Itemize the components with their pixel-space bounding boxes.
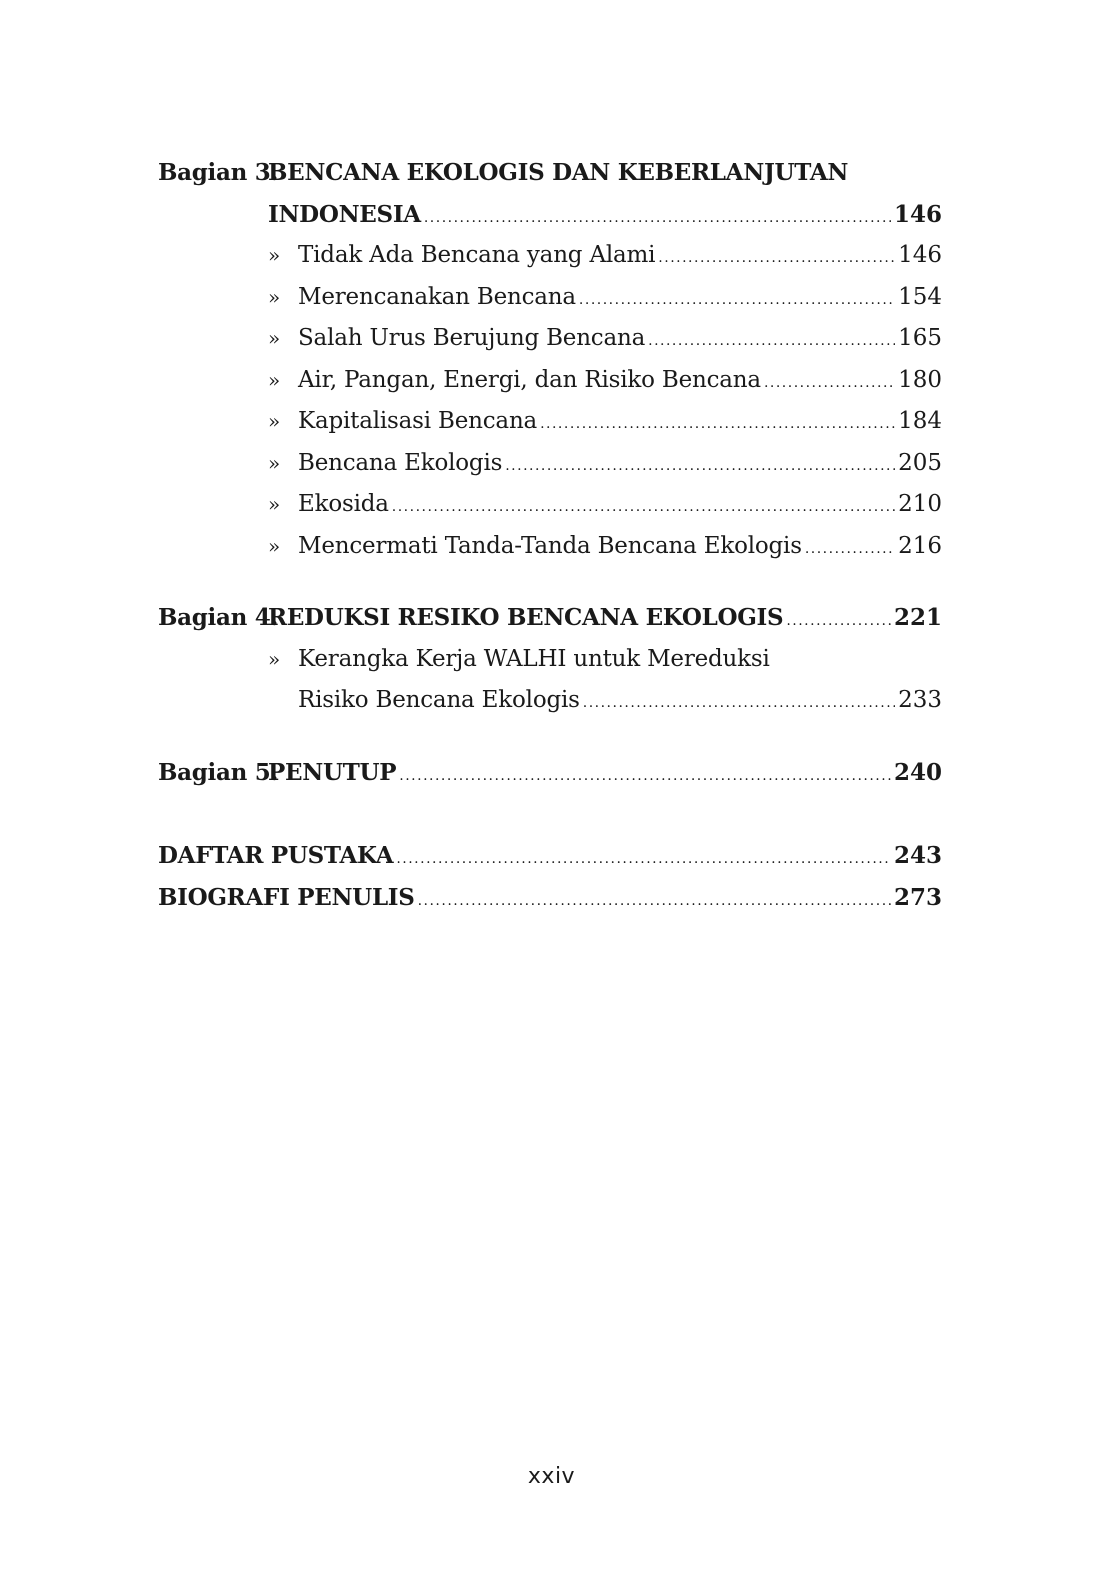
bullet-icon: » <box>268 284 281 309</box>
dot-leader <box>579 280 895 322</box>
toc-entry[interactable] <box>158 318 942 360</box>
bullet-icon: » <box>268 409 281 433</box>
toc-entry-page: 205 <box>898 449 942 476</box>
toc-part5-page: 240 <box>893 758 942 786</box>
bullet-icon: » <box>268 367 281 392</box>
toc-entry[interactable] <box>158 639 942 681</box>
section-spacer <box>158 722 942 752</box>
dot-leader <box>805 529 895 571</box>
toc-entry-label: Kapitalisasi Bencana <box>298 408 538 434</box>
section-spacer <box>158 793 942 835</box>
toc-entry-page: 180 <box>898 366 942 393</box>
toc-entry[interactable] <box>158 443 942 485</box>
toc-part3-heading-line2[interactable] <box>158 194 942 236</box>
bullet-icon: » <box>268 326 281 350</box>
toc-entry-page: 165 <box>898 325 942 351</box>
section-spacer <box>158 567 942 597</box>
toc-entry[interactable] <box>158 235 942 277</box>
toc-part3-page: 146 <box>893 200 942 228</box>
toc-entry-page: 184 <box>898 408 942 434</box>
dot-leader <box>505 446 895 488</box>
toc-entry-label-line2: Risiko Bencana Ekologis <box>298 687 580 713</box>
toc-biography-title: BIOGRAFI PENULIS <box>158 883 415 911</box>
dot-leader <box>658 238 895 280</box>
toc-entry-page: 216 <box>898 532 942 559</box>
dot-leader <box>786 601 891 643</box>
bullet-icon: » <box>268 533 281 558</box>
toc-part3-heading[interactable] <box>158 152 942 194</box>
toc-part3-title-line1: BENCANA EKOLOGIS DAN KEBERLANJUTAN <box>268 159 849 186</box>
bullet-icon: » <box>268 646 281 671</box>
dot-leader <box>648 321 895 363</box>
toc-entry[interactable] <box>158 401 942 443</box>
toc-part4-heading[interactable] <box>158 597 942 639</box>
toc-part4-page: 221 <box>893 604 942 631</box>
toc-entry-label: Mencermati Tanda-Tanda Bencana Ekologis <box>298 532 802 559</box>
table-of-contents <box>158 152 942 918</box>
toc-entry-page: 233 <box>898 687 942 713</box>
dot-leader <box>392 487 895 529</box>
toc-part4-title: REDUKSI RESIKO BENCANA EKOLOGIS <box>268 604 784 631</box>
toc-entry-page: 154 <box>898 283 942 310</box>
page-number: xxiv <box>527 1464 576 1489</box>
bullet-icon: » <box>268 243 281 267</box>
bullet-icon: » <box>268 450 281 475</box>
toc-entry-label: Tidak Ada Bencana yang Alami <box>298 242 656 268</box>
toc-part3-title-line2: INDONESIA <box>268 200 421 228</box>
dot-leader <box>764 363 895 405</box>
toc-part5-prefix: Bagian 5. <box>158 758 279 786</box>
toc-entry-label: Ekosida <box>298 491 389 517</box>
toc-biography-page: 273 <box>893 883 942 911</box>
toc-entry[interactable] <box>158 526 942 568</box>
toc-part5-title: PENUTUP <box>268 758 397 786</box>
bullet-icon: » <box>268 492 281 516</box>
toc-entry-label: Bencana Ekologis <box>298 449 503 476</box>
dot-leader <box>540 404 895 446</box>
toc-entry-label: Salah Urus Berujung Bencana <box>298 325 646 351</box>
toc-entry-label-line1: Kerangka Kerja WALHI untuk Mereduksi <box>298 645 770 672</box>
toc-part3-prefix: Bagian 3. <box>158 159 279 186</box>
dot-leader <box>418 881 891 923</box>
dot-leader <box>424 198 891 240</box>
dot-leader <box>396 839 891 881</box>
toc-bibliography-title: DAFTAR PUSTAKA <box>158 842 394 869</box>
dot-leader <box>399 756 891 798</box>
toc-entry-page: 146 <box>898 242 942 268</box>
toc-entry[interactable] <box>158 484 942 526</box>
toc-entry-label: Merencanakan Bencana <box>298 283 576 310</box>
toc-bibliography-page: 243 <box>893 842 942 869</box>
toc-part4-prefix: Bagian 4. <box>158 604 279 631</box>
toc-entry[interactable] <box>158 277 942 319</box>
dot-leader <box>583 683 895 725</box>
toc-entry[interactable] <box>158 360 942 402</box>
toc-entry-page: 210 <box>898 491 942 517</box>
toc-biography[interactable] <box>158 877 942 919</box>
toc-entry-label: Air, Pangan, Energi, dan Risiko Bencana <box>298 366 761 393</box>
toc-bibliography[interactable] <box>158 835 942 877</box>
toc-entry-continuation[interactable] <box>158 680 942 722</box>
toc-part5-heading[interactable] <box>158 752 942 794</box>
